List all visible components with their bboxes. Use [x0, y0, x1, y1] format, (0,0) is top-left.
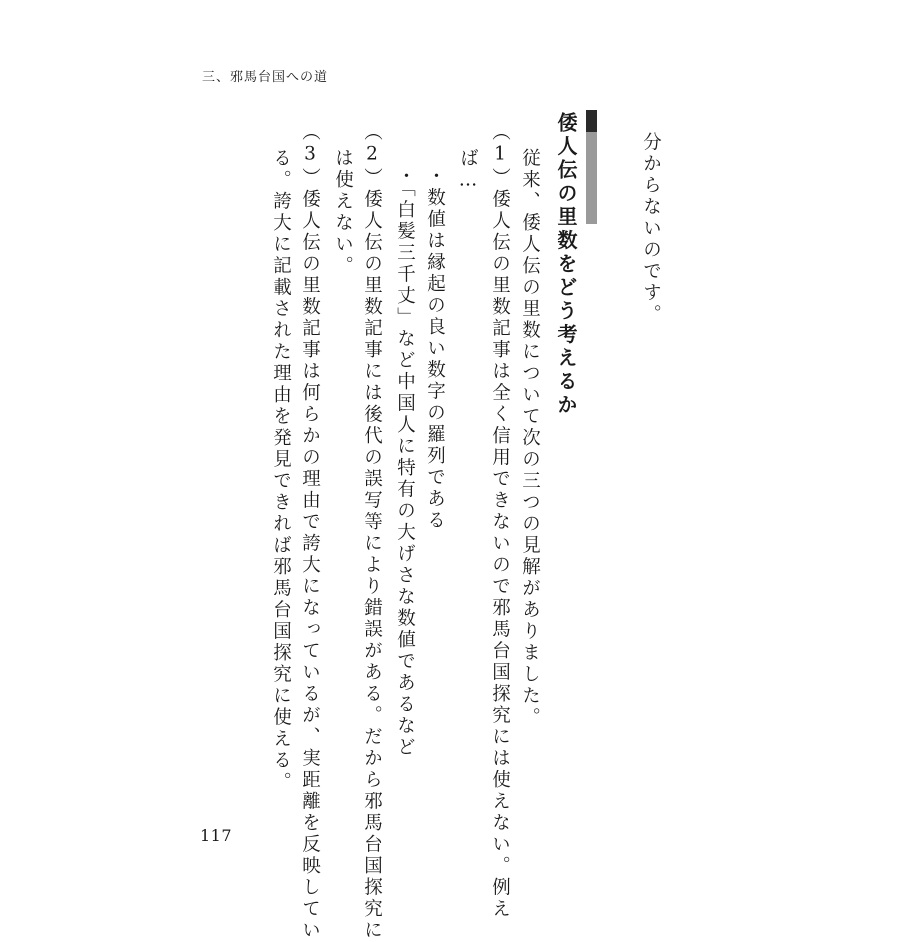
bullet-column-1: ・数値は縁起の良い数字の羅列である: [424, 166, 446, 532]
text-column-9: は使えない。: [332, 148, 354, 277]
bullet-column-2: ・「白髪三千丈」など中国人に特有の大げさな数値であるなど: [394, 166, 416, 759]
text-column-4: （1）倭人伝の里数記事は全く信用できないので邪馬台国探究には使えない。例え: [489, 122, 511, 920]
section-heading: 倭人伝の里数をどう考えるか: [554, 112, 578, 418]
text-column-11: る。誇大に記載された理由を発見できれば邪馬台国探究に使える。: [270, 148, 292, 793]
page-number: 117: [200, 826, 233, 845]
text-column-10: （3）倭人伝の里数記事は何らかの理由で誇大になっているが、実距離を反映してい: [299, 122, 321, 942]
running-head: 三、邪馬台国への道: [202, 70, 329, 85]
heading-marker-cap: [586, 110, 597, 132]
text-column-8: （2）倭人伝の里数記事には後代の誤写等により錯誤がある。だから邪馬台国探究に: [361, 122, 383, 942]
text-column-3: 従来、倭人伝の里数について次の三つの見解がありました。: [519, 148, 541, 729]
text-column-1: 分からないのです。: [640, 132, 662, 326]
text-column-5: ば…: [457, 148, 479, 194]
